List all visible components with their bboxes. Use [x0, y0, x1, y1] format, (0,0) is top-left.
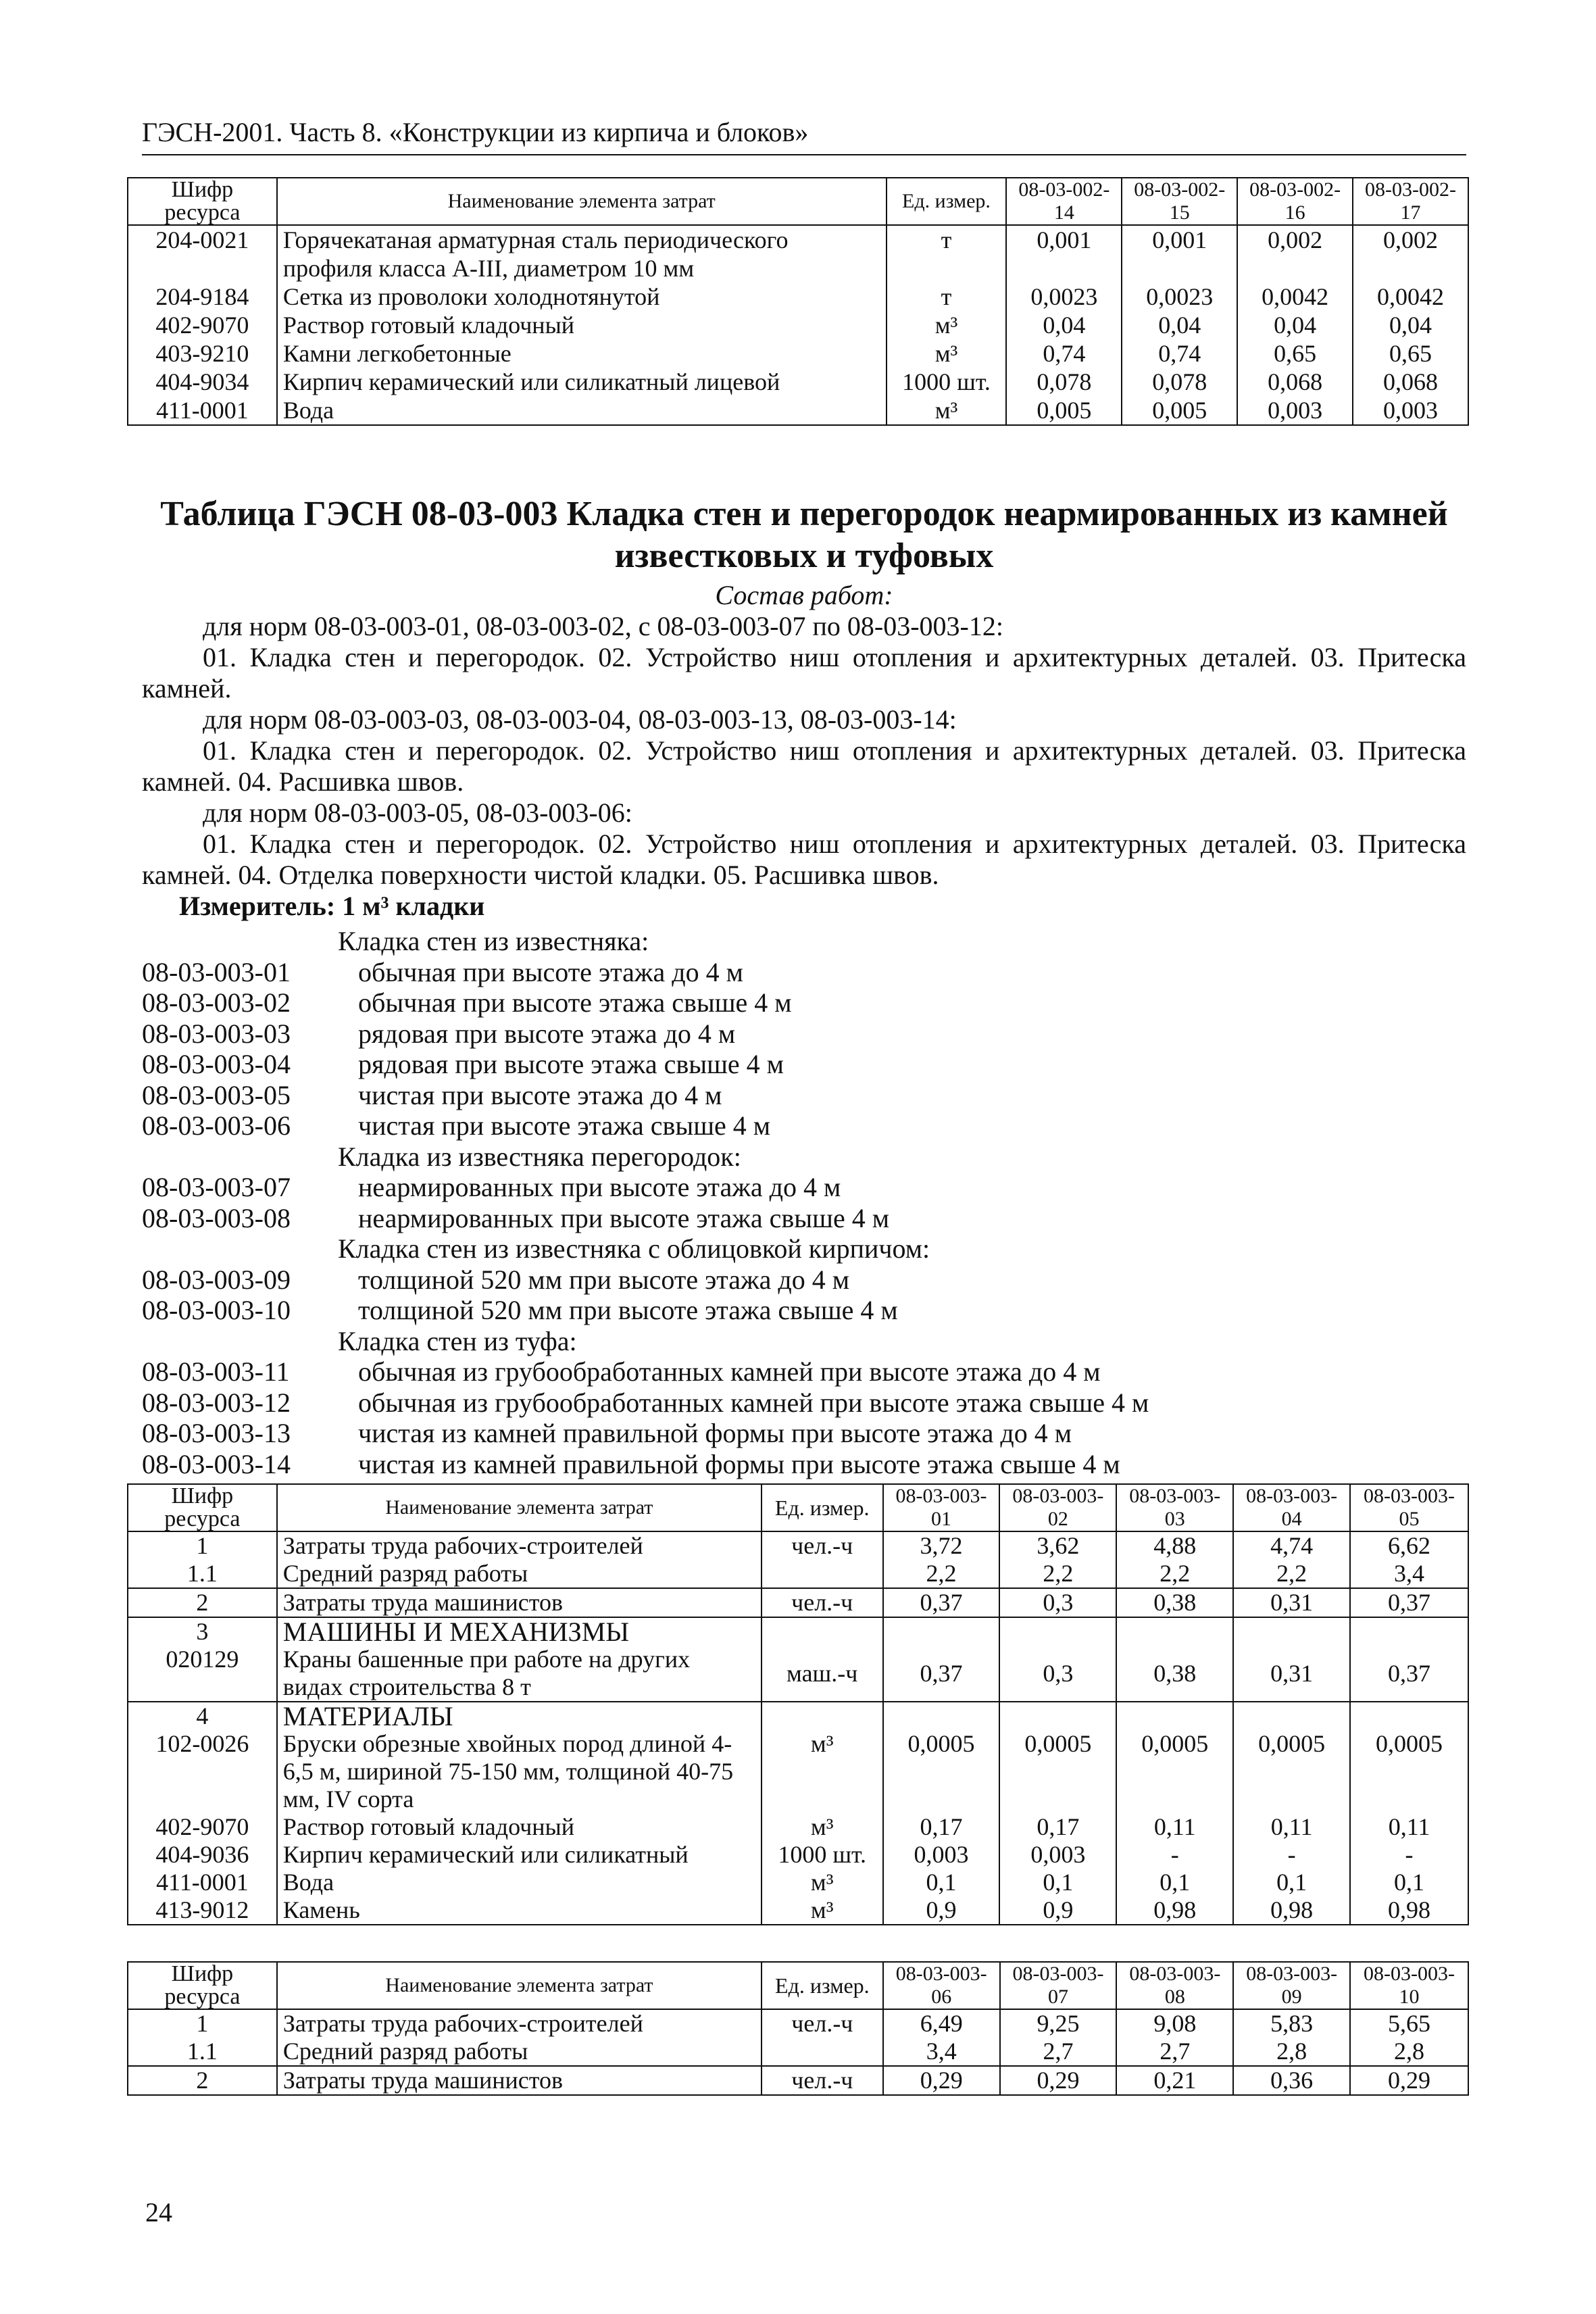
value-cell: 6,62 — [1350, 1531, 1468, 1560]
resource-unit: м³ — [762, 1869, 883, 1896]
norm-list — [142, 926, 1466, 1479]
resource-code: 204-0021 — [128, 225, 277, 282]
col-code-header: Шифр ресурса — [128, 1484, 277, 1531]
resource-code: 404-9034 — [128, 368, 277, 396]
value-cell: 2,8 — [1350, 2038, 1468, 2066]
resource-name: Затраты труда машинистов — [277, 1588, 762, 1617]
table-row — [128, 2038, 1468, 2066]
value-cell: 0,04 — [1006, 311, 1122, 339]
resource-code: 102-0026 — [128, 1730, 277, 1813]
list-item — [142, 1172, 1466, 1203]
value-cell: 0,74 — [1122, 339, 1237, 368]
section-code: 4 — [128, 1702, 277, 1730]
norm-code: 08-03-003-09 — [142, 1264, 291, 1295]
resource-name: Камень — [277, 1896, 762, 1925]
list-item — [142, 1264, 1466, 1296]
resource-name: Вода — [277, 396, 887, 425]
resource-code: 403-9210 — [128, 339, 277, 368]
table-row — [128, 1813, 1468, 1841]
value-cell: - — [1116, 1841, 1233, 1869]
value-cell: 5,83 — [1233, 2009, 1350, 2038]
list-item — [142, 1110, 1466, 1141]
norm-code: 08-03-003-01 — [142, 956, 291, 987]
norm-description: обычная при высоте этажа до 4 м — [358, 956, 743, 987]
norms-group-2: для норм 08-03-003-03, 08-03-003-04, 08-03-003-13, 08-03-003-14: — [203, 704, 957, 735]
list-item — [142, 1449, 1466, 1480]
value-cell: 0,0042 — [1353, 282, 1468, 311]
value-cell — [1116, 1617, 1233, 1646]
table-row — [128, 1646, 1468, 1702]
resource-unit: м³ — [887, 396, 1007, 425]
norm-description: обычная при высоте этажа свыше 4 м — [358, 987, 792, 1018]
col-norm-header: 08-03-003-08 — [1116, 1962, 1233, 2009]
resource-name: Горячекатаная арматурная сталь периодического профиля класса А-III, диаметром 10 мм — [277, 225, 887, 282]
col-name-header: Наименование элемента затрат — [277, 178, 887, 225]
value-cell — [1116, 1702, 1233, 1730]
norm-description: рядовая при высоте этажа свыше 4 м — [358, 1049, 784, 1079]
resource-name: Сетка из проволоки холоднотянутой — [277, 282, 887, 311]
value-cell: 5,65 — [1350, 2009, 1468, 2038]
resource-name: Раствор готовый кладочный — [277, 311, 887, 339]
value-cell: 0,001 — [1122, 225, 1237, 282]
list-item — [142, 1049, 1466, 1080]
value-cell: 0,003 — [1353, 396, 1468, 425]
resource-name: Раствор готовый кладочный — [277, 1813, 762, 1841]
norm-code: 08-03-003-04 — [142, 1049, 291, 1079]
resource-name: Бруски обрезные хвойных пород длиной 4-6,5 м, шириной 75-150 мм, толщиной 40-75 мм, IV сорта — [277, 1730, 762, 1813]
norm-code: 08-03-003-06 — [142, 1110, 291, 1141]
value-cell: 0,003 — [999, 1841, 1116, 1869]
resource-code: 204-9184 — [128, 282, 277, 311]
value-cell: 0,17 — [999, 1813, 1116, 1841]
section-code: 3 — [128, 1617, 277, 1646]
value-cell: 0,001 — [1006, 225, 1122, 282]
value-cell: 0,9 — [883, 1896, 1000, 1925]
norms-group-3: для норм 08-03-003-05, 08-03-003-06: — [203, 797, 632, 828]
table-row — [128, 311, 1468, 339]
col-norm-header: 08-03-002-17 — [1353, 178, 1468, 225]
value-cell: 0,0005 — [999, 1730, 1116, 1813]
resource-name: Вода — [277, 1869, 762, 1896]
norm-description: толщиной 520 мм при высоте этажа до 4 м — [358, 1264, 850, 1295]
value-cell: 0,1 — [999, 1869, 1116, 1896]
resource-code: 2 — [128, 2066, 277, 2095]
resource-code: 1.1 — [128, 2038, 277, 2066]
value-cell: 2,7 — [1116, 2038, 1233, 2066]
norm-code: 08-03-003-03 — [142, 1018, 291, 1049]
value-cell: 0,04 — [1122, 311, 1237, 339]
resource-code: 1 — [128, 1531, 277, 1560]
value-cell: 0,29 — [883, 2066, 1000, 2095]
table-row — [128, 1841, 1468, 1869]
value-cell: 3,62 — [999, 1531, 1116, 1560]
resource-unit: т — [887, 282, 1007, 311]
norm-description: толщиной 520 мм при высоте этажа свыше 4 м — [358, 1295, 898, 1325]
value-cell: 0,1 — [1116, 1869, 1233, 1896]
resource-unit: т — [887, 225, 1007, 282]
table-row — [128, 1730, 1468, 1813]
list-item — [142, 1080, 1466, 1111]
value-cell: 9,25 — [1000, 2009, 1117, 2038]
norm-code: 08-03-003-07 — [142, 1172, 291, 1202]
list-item — [142, 1295, 1466, 1326]
resource-name: Затраты труда рабочих-строителей — [277, 1531, 762, 1560]
table-row — [128, 2066, 1468, 2095]
resource-name: Кирпич керамический или силикатный — [277, 1841, 762, 1869]
value-cell: 0,04 — [1237, 311, 1353, 339]
resource-name: Кирпич керамический или силикатный лицевой — [277, 368, 887, 396]
norm-code: 08-03-003-11 — [142, 1356, 290, 1387]
norm-description: чистая из камней правильной формы при высоте этажа свыше 4 м — [358, 1448, 1120, 1479]
col-norm-header: 08-03-003-09 — [1233, 1962, 1350, 2009]
norm-code: 08-03-003-02 — [142, 987, 291, 1018]
resource-unit — [762, 2038, 883, 2066]
table-row — [128, 368, 1468, 396]
works-list-1: 01. Кладка стен и перегородок. 02. Устройство ниш отопления и архитектурных деталей. 03. Притеска камней. — [142, 642, 1466, 704]
resource-unit: чел.-ч — [762, 2066, 883, 2095]
norm-description: обычная из грубообработанных камней при высоте этажа свыше 4 м — [358, 1387, 1149, 1418]
resource-code: 402-9070 — [128, 311, 277, 339]
table-row — [128, 339, 1468, 368]
value-cell: 0,38 — [1116, 1646, 1233, 1702]
value-cell: 0,36 — [1233, 2066, 1350, 2095]
value-cell: 0,74 — [1006, 339, 1122, 368]
list-item — [142, 987, 1466, 1018]
value-cell: 0,002 — [1237, 225, 1353, 282]
value-cell: 0,37 — [883, 1588, 1000, 1617]
norm-description: неармированных при высоте этажа свыше 4 м — [358, 1202, 890, 1233]
table-row — [128, 2009, 1468, 2038]
list-item — [142, 1018, 1466, 1050]
list-item — [142, 1356, 1466, 1387]
value-cell: 0,0005 — [1350, 1730, 1468, 1813]
col-norm-header: 08-03-002-15 — [1122, 178, 1237, 225]
page-number: 24 — [145, 2197, 172, 2227]
resource-code: 402-9070 — [128, 1813, 277, 1841]
value-cell: 0,3 — [999, 1588, 1116, 1617]
resource-name: Краны башенные при работе на других видах строительства 8 т — [277, 1646, 762, 1702]
col-unit-header: Ед. измер. — [762, 1484, 883, 1531]
list-item — [142, 1387, 1466, 1419]
value-cell: 0,31 — [1233, 1646, 1350, 1702]
col-code-header: Шифр ресурса — [128, 1962, 277, 2009]
value-cell: 0,1 — [1350, 1869, 1468, 1896]
value-cell: 0,0005 — [1233, 1730, 1350, 1813]
col-norm-header: 08-03-003-01 — [883, 1484, 1000, 1531]
resource-code: 411-0001 — [128, 1869, 277, 1896]
norm-group-heading: Кладка стен из известняка с облицовкой кирпичом: — [338, 1233, 930, 1264]
col-unit-header: Ед. измер. — [762, 1962, 883, 2009]
norm-code: 08-03-003-10 — [142, 1295, 291, 1325]
value-cell: 6,49 — [883, 2009, 1000, 2038]
resource-unit: чел.-ч — [762, 1531, 883, 1560]
value-cell: 9,08 — [1116, 2009, 1233, 2038]
resource-name: Затраты труда машинистов — [277, 2066, 762, 2095]
value-cell: 2,2 — [999, 1560, 1116, 1588]
value-cell: 0,005 — [1122, 396, 1237, 425]
value-cell: 0,078 — [1006, 368, 1122, 396]
value-cell — [1233, 1702, 1350, 1730]
value-cell: 2,2 — [1233, 1560, 1350, 1588]
norm-description: рядовая при высоте этажа до 4 м — [358, 1018, 736, 1049]
col-name-header: Наименование элемента затрат — [277, 1484, 762, 1531]
resource-name: Затраты труда рабочих-строителей — [277, 2009, 762, 2038]
resource-unit: м³ — [887, 339, 1007, 368]
section-heading: МАТЕРИАЛЫ — [277, 1702, 762, 1730]
value-cell: 0,0023 — [1122, 282, 1237, 311]
resource-unit — [762, 1560, 883, 1588]
table-row — [128, 1702, 1468, 1730]
value-cell: 0,0005 — [883, 1730, 1000, 1813]
resource-unit: 1000 шт. — [762, 1841, 883, 1869]
table-row — [128, 1560, 1468, 1588]
norm-group-heading: Кладка стен из туфа: — [338, 1325, 577, 1356]
col-code-header: Шифр ресурса — [128, 178, 277, 225]
value-cell: - — [1350, 1841, 1468, 1869]
table-row — [128, 1896, 1468, 1925]
value-cell: 0,31 — [1233, 1588, 1350, 1617]
value-cell: 0,078 — [1122, 368, 1237, 396]
col-norm-header: 08-03-003-03 — [1116, 1484, 1233, 1531]
value-cell: 0,0005 — [1116, 1730, 1233, 1813]
value-cell: 0,3 — [999, 1646, 1116, 1702]
list-item — [142, 1203, 1466, 1234]
value-cell: 0,003 — [883, 1841, 1000, 1869]
resource-name: Средний разряд работы — [277, 2038, 762, 2066]
resource-name: Средний разряд работы — [277, 1560, 762, 1588]
value-cell: 0,002 — [1353, 225, 1468, 282]
col-norm-header: 08-03-003-05 — [1350, 1484, 1468, 1531]
col-name-header: Наименование элемента затрат — [277, 1962, 762, 2009]
col-norm-header: 08-03-003-04 — [1233, 1484, 1350, 1531]
value-cell: 0,29 — [1350, 2066, 1468, 2095]
resource-code: 404-9036 — [128, 1841, 277, 1869]
works-list-3: 01. Кладка стен и перегородок. 02. Устройство ниш отопления и архитектурных деталей. 03. Притеска камней. 04. Отделка поверхности чистой кладки. 05. Расшивка швов. — [142, 829, 1466, 890]
table-title — [142, 493, 1466, 577]
value-cell: 0,0042 — [1237, 282, 1353, 311]
value-cell: 0,068 — [1353, 368, 1468, 396]
value-cell: - — [1233, 1841, 1350, 1869]
value-cell: 0,1 — [1233, 1869, 1350, 1896]
resource-code: 020129 — [128, 1646, 277, 1702]
value-cell: 0,21 — [1116, 2066, 1233, 2095]
list-item — [142, 957, 1466, 988]
value-cell: 0,1 — [883, 1869, 1000, 1896]
norm-description: чистая при высоте этажа свыше 4 м — [358, 1110, 771, 1141]
value-cell — [1350, 1702, 1468, 1730]
resource-code: 1 — [128, 2009, 277, 2038]
value-cell: 0,29 — [1000, 2066, 1117, 2095]
value-cell: 4,74 — [1233, 1531, 1350, 1560]
resource-table-3 — [127, 1961, 1469, 2096]
table-row — [128, 1588, 1468, 1617]
value-cell — [1233, 1617, 1350, 1646]
table-row — [128, 1531, 1468, 1560]
value-cell: 2,2 — [883, 1560, 1000, 1588]
resource-code: 411-0001 — [128, 396, 277, 425]
col-norm-header: 08-03-002-14 — [1006, 178, 1122, 225]
norm-description: чистая при высоте этажа до 4 м — [358, 1079, 722, 1110]
value-cell: 4,88 — [1116, 1531, 1233, 1560]
value-cell: 0,003 — [1237, 396, 1353, 425]
value-cell: 2,7 — [1000, 2038, 1117, 2066]
measure-unit: Измеритель: 1 м³ кладки — [179, 891, 485, 921]
works-list-2: 01. Кладка стен и перегородок. 02. Устройство ниш отопления и архитектурных деталей. 03. Притеска камней. 04. Расшивка швов. — [142, 735, 1466, 797]
norms-group-1: для норм 08-03-003-01, 08-03-003-02, с 08-03-003-07 по 08-03-003-12: — [203, 611, 1003, 641]
value-cell: 3,4 — [883, 2038, 1000, 2066]
resource-unit: м³ — [762, 1730, 883, 1813]
table-row — [128, 1617, 1468, 1646]
value-cell: 2,8 — [1233, 2038, 1350, 2066]
norm-description: неармированных при высоте этажа до 4 м — [358, 1172, 841, 1202]
col-norm-header: 08-03-003-07 — [1000, 1962, 1117, 2009]
norm-group-heading: Кладка из известняка перегородок: — [338, 1141, 741, 1172]
value-cell: 0,11 — [1350, 1813, 1468, 1841]
resource-code: 2 — [128, 1588, 277, 1617]
norm-description: обычная из грубообработанных камней при высоте этажа до 4 м — [358, 1356, 1101, 1387]
value-cell: 0,65 — [1353, 339, 1468, 368]
value-cell: 0,37 — [1350, 1588, 1468, 1617]
value-cell — [1350, 1617, 1468, 1646]
norm-code: 08-03-003-14 — [142, 1448, 291, 1479]
resource-unit: 1000 шт. — [887, 368, 1007, 396]
col-norm-header: 08-03-002-16 — [1237, 178, 1353, 225]
resource-unit: маш.-ч — [762, 1646, 883, 1702]
value-cell — [999, 1617, 1116, 1646]
running-header: ГЭСН-2001. Часть 8. «Конструкции из кирпича и блоков» — [142, 116, 1466, 155]
value-cell — [883, 1702, 1000, 1730]
value-cell: 0,37 — [883, 1646, 1000, 1702]
value-cell: 0,65 — [1237, 339, 1353, 368]
value-cell: 3,72 — [883, 1531, 1000, 1560]
resource-unit: м³ — [762, 1813, 883, 1841]
resource-unit: чел.-ч — [762, 2009, 883, 2038]
resource-code: 1.1 — [128, 1560, 277, 1588]
value-cell: 0,98 — [1350, 1896, 1468, 1925]
resource-code: 413-9012 — [128, 1896, 277, 1925]
resource-table-top — [127, 177, 1469, 426]
norm-code: 08-03-003-08 — [142, 1202, 291, 1233]
resource-table-2 — [127, 1483, 1469, 1925]
table-row — [128, 396, 1468, 425]
value-cell: 0,38 — [1116, 1588, 1233, 1617]
norm-code: 08-03-003-12 — [142, 1387, 291, 1418]
col-norm-header: 08-03-003-10 — [1350, 1962, 1468, 2009]
value-cell: 0,98 — [1233, 1896, 1350, 1925]
col-norm-header: 08-03-003-02 — [999, 1484, 1116, 1531]
value-cell: 2,2 — [1116, 1560, 1233, 1588]
col-norm-header: 08-03-003-06 — [883, 1962, 1000, 2009]
value-cell — [883, 1617, 1000, 1646]
value-cell: 0,11 — [1233, 1813, 1350, 1841]
norm-code: 08-03-003-05 — [142, 1079, 291, 1110]
resource-unit — [762, 1702, 883, 1730]
resource-unit: м³ — [887, 311, 1007, 339]
value-cell: 0,0023 — [1006, 282, 1122, 311]
section-heading: МАШИНЫ И МЕХАНИЗМЫ — [277, 1617, 762, 1646]
resource-unit: м³ — [762, 1896, 883, 1925]
list-item — [142, 1418, 1466, 1449]
table-row — [128, 282, 1468, 311]
table-row — [128, 1869, 1468, 1896]
value-cell: 0,005 — [1006, 396, 1122, 425]
value-cell: 0,04 — [1353, 311, 1468, 339]
value-cell: 0,9 — [999, 1896, 1116, 1925]
value-cell: 3,4 — [1350, 1560, 1468, 1588]
table-title-line: Таблица ГЭСН 08-03-003 Кладка стен и перегородок неармированных из камней — [160, 495, 1448, 533]
table-row — [128, 225, 1468, 282]
resource-name: Камни легкобетонные — [277, 339, 887, 368]
resource-unit: чел.-ч — [762, 1588, 883, 1617]
value-cell: 0,11 — [1116, 1813, 1233, 1841]
norm-description: чистая из камней правильной формы при высоте этажа до 4 м — [358, 1418, 1072, 1448]
works-composition-heading: Состав работ: — [715, 580, 893, 610]
table-title-line: известковых и туфовых — [614, 537, 994, 575]
value-cell — [999, 1702, 1116, 1730]
value-cell: 0,17 — [883, 1813, 1000, 1841]
col-unit-header: Ед. измер. — [887, 178, 1007, 225]
norm-group-heading: Кладка стен из известняка: — [338, 926, 649, 956]
value-cell: 0,37 — [1350, 1646, 1468, 1702]
norm-code: 08-03-003-13 — [142, 1418, 291, 1448]
value-cell: 0,068 — [1237, 368, 1353, 396]
resource-unit — [762, 1617, 883, 1646]
value-cell: 0,98 — [1116, 1896, 1233, 1925]
